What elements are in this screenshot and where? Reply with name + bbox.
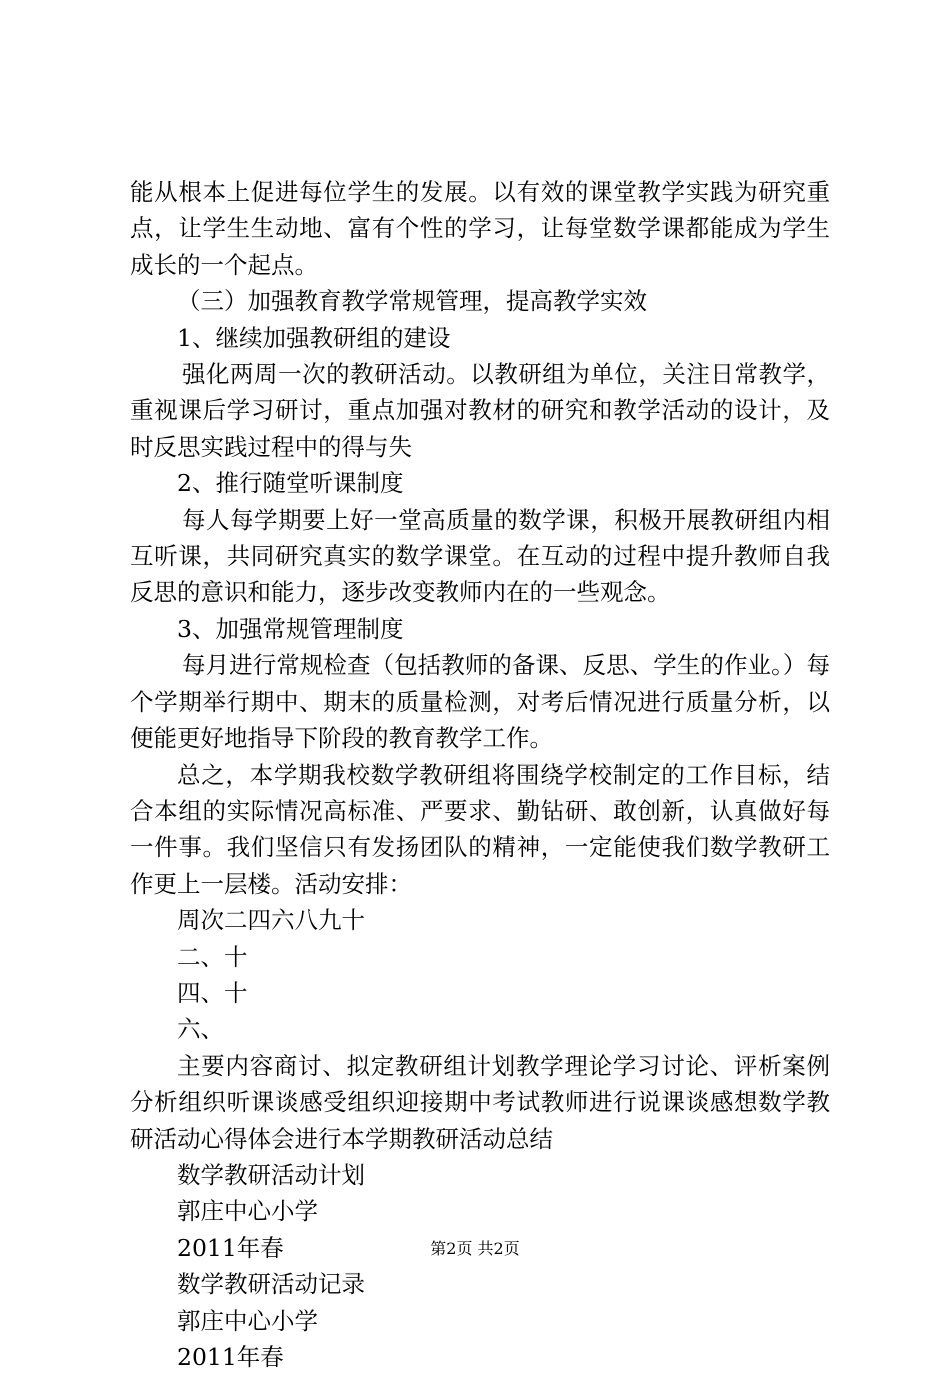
paragraph-listening-lessons: 每人每学期要上好一堂高质量的数学课，积极开展教研组内相互听课，共同研究真实的数学课堂。在互动的过程中提升教师自我反思的意识和能力，逐步改变教师内在的一些观念。: [130, 505, 830, 607]
record-title: 数学教研活动记录: [177, 1270, 365, 1299]
school-name: 郭庄中心小学: [177, 1197, 318, 1226]
schedule-contents: 主要内容商讨、拟定教研组计划教学理论学习讨论、评析案例分析组织听课谈感受组织迎接期中考试教师进行说课谈感想数学教研活动心得体会进行本学期教研活动总结: [130, 1051, 830, 1153]
schedule-item: 六、: [177, 1015, 224, 1044]
paragraph-research-activity: 强化两周一次的教研活动。以教研组为单位，关注日常教学，重视课后学习研讨，重点加强对教材的研究和教学活动的设计，及时反思实践过程中的得与失: [130, 360, 830, 461]
school-name: 郭庄中心小学: [177, 1306, 318, 1335]
subheading-2: 2、推行随堂听课制度: [177, 469, 404, 498]
schedule-week-row: 周次二四六八九十: [177, 906, 365, 935]
section-heading-3: （三）加强教育教学常规管理，提高教学实效: [177, 287, 647, 316]
paragraph-continuation: 能从根本上促进每位学生的发展。以有效的课堂教学实践为研究重点，让学生生动地、富有个性的学习，让每堂数学课都能成为学生成长的一个起点。: [130, 178, 830, 279]
paragraph-routine-checks: 每月进行常规检查（包括教师的备课、反思、学生的作业。）每个学期举行期中、期末的质量检测，对考后情况进行质量分析，以便能更好地指导下阶段的教育教学工作。: [130, 651, 830, 753]
term-label: 2011年春: [177, 1233, 284, 1262]
schedule-item: 四、十: [177, 978, 248, 1007]
paragraph-summary: 总之，本学期我校数学教研组将围绕学校制定的工作目标，结合本组的实际情况高标准、严要求、勤钻研、敢创新，认真做好每一件事。我们坚信只有发扬团队的精神，一定能使我们数学教研工作更上一层楼。活动安排：: [130, 760, 830, 898]
subheading-3: 3、加强常规管理制度: [177, 614, 404, 643]
subheading-1: 1、继续加强教研组的建设: [177, 323, 451, 352]
schedule-item: 二、十: [177, 942, 248, 971]
plan-title: 数学教研活动计划: [177, 1160, 365, 1189]
page-number-footer: 第2页 共2页: [430, 1239, 520, 1258]
term-label: 2011年春: [177, 1343, 284, 1371]
document-body: [130, 174, 830, 1375]
